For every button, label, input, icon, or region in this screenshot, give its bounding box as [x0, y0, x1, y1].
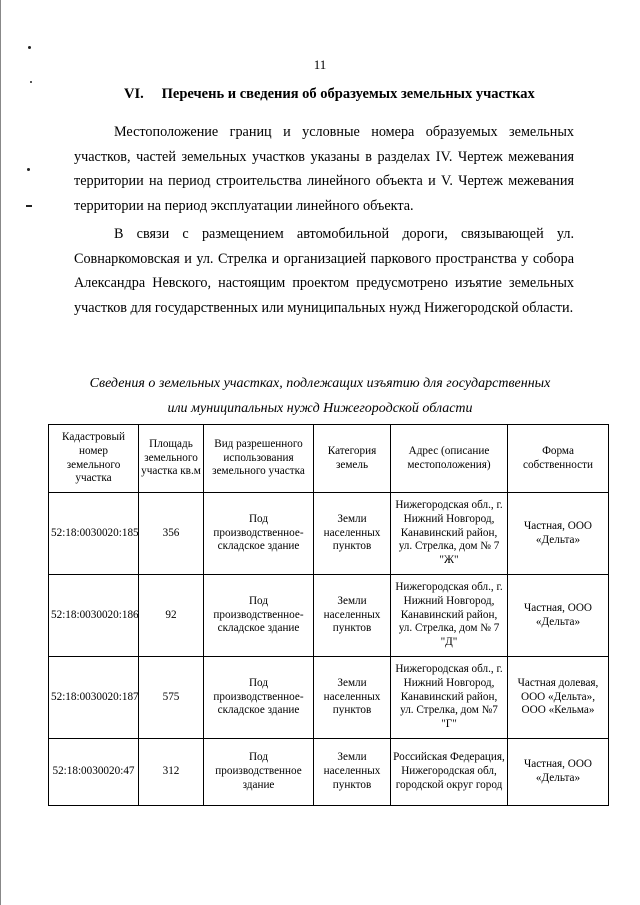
table-row: [49, 575, 609, 657]
table-caption: [60, 372, 580, 421]
section-number: VI.: [124, 86, 144, 102]
scan-edge-line: [0, 0, 1, 905]
cell-area: 92: [139, 575, 204, 657]
table-header-row: [49, 425, 609, 493]
cell-permitted-use: Под производственное-складское здание: [204, 575, 314, 657]
paragraph-parcel-locations: Местоположение границ и условные номера образуемых земельных участков, частей земельных участков указаны в разделах IV. Чертеж межевания территории на период строительства линейного объекта и V. Чертеж межевания территории на период эксплуатации линейного объекта.: [74, 124, 574, 214]
cell-cadastral-number: 52:18:0030020:47: [49, 739, 139, 806]
scan-speck: [28, 46, 31, 49]
table-row: [49, 493, 609, 575]
cell-address: Нижегородская обл., г. Нижний Новгород, Канавинский район, ул. Стрелка, дом №7 "Г": [391, 657, 508, 739]
parcels-table: [48, 424, 609, 806]
header-ownership: Форма собственности: [508, 425, 609, 493]
header-cadastral-number: Кадастровый номер земельного участка: [49, 425, 139, 493]
header-address: Адрес (описание местоположения): [391, 425, 508, 493]
cell-area: 356: [139, 493, 204, 575]
page-number: 11: [313, 57, 327, 72]
cell-permitted-use: Под производственное здание: [204, 739, 314, 806]
header-permitted-use: Вид разрешенного использования земельного участка: [204, 425, 314, 493]
cell-address: Нижегородская обл., г. Нижний Новгород, Канавинский район, ул. Стрелка, дом № 7 "Ж": [391, 493, 508, 575]
cell-ownership: Частная, ООО «Дельта»: [508, 739, 609, 806]
cell-ownership: Частная долевая, ООО «Дельта», ООО «Кельма»: [508, 657, 609, 739]
scan-speck: [26, 205, 32, 207]
section-heading: [124, 86, 564, 103]
cell-permitted-use: Под производственное-складское здание: [204, 657, 314, 739]
table-caption-line-1: Сведения о земельных участках, подлежащих изъятию для государственных: [89, 376, 551, 391]
cell-permitted-use: Под производственное-складское здание: [204, 493, 314, 575]
table-row: [49, 739, 609, 806]
header-area: Площадь земельного участка кв.м: [139, 425, 204, 493]
cell-cadastral-number: 52:18:0030020:187: [49, 657, 139, 739]
header-land-category: Категория земель: [314, 425, 391, 493]
scan-speck: [27, 168, 30, 171]
cell-ownership: Частная, ООО «Дельта»: [508, 493, 609, 575]
cell-ownership: Частная, ООО «Дельта»: [508, 575, 609, 657]
cell-land-category: Земли населенных пунктов: [314, 493, 391, 575]
cell-land-category: Земли населенных пунктов: [314, 739, 391, 806]
cell-land-category: Земли населенных пунктов: [314, 657, 391, 739]
table-row: [49, 657, 609, 739]
cell-land-category: Земли населенных пунктов: [314, 575, 391, 657]
section-title: Перечень и сведения об образуемых земельных участках: [161, 86, 535, 102]
cell-address: Российская Федерация, Нижегородская обл, городской округ город: [391, 739, 508, 806]
cell-cadastral-number: 52:18:0030020:186: [49, 575, 139, 657]
cell-address: Нижегородская обл., г. Нижний Новгород, Канавинский район, ул. Стрелка, дом № 7 "Д": [391, 575, 508, 657]
cell-area: 312: [139, 739, 204, 806]
cell-cadastral-number: 52:18:0030020:185: [49, 493, 139, 575]
scan-speck: [30, 81, 32, 83]
paragraph-road-construction: В связи с размещением автомобильной дороги, связывающей ул. Совнаркомовская и ул. Стрелка и организацией паркового пространства у собора Александра Невского, настоящим проектом предусмотрено изъятие земельных участков для государственных или муниципальных нужд Нижегородской области.: [74, 226, 574, 316]
cell-area: 575: [139, 657, 204, 739]
table-caption-line-2: или муниципальных нужд Нижегородской области: [167, 400, 473, 416]
